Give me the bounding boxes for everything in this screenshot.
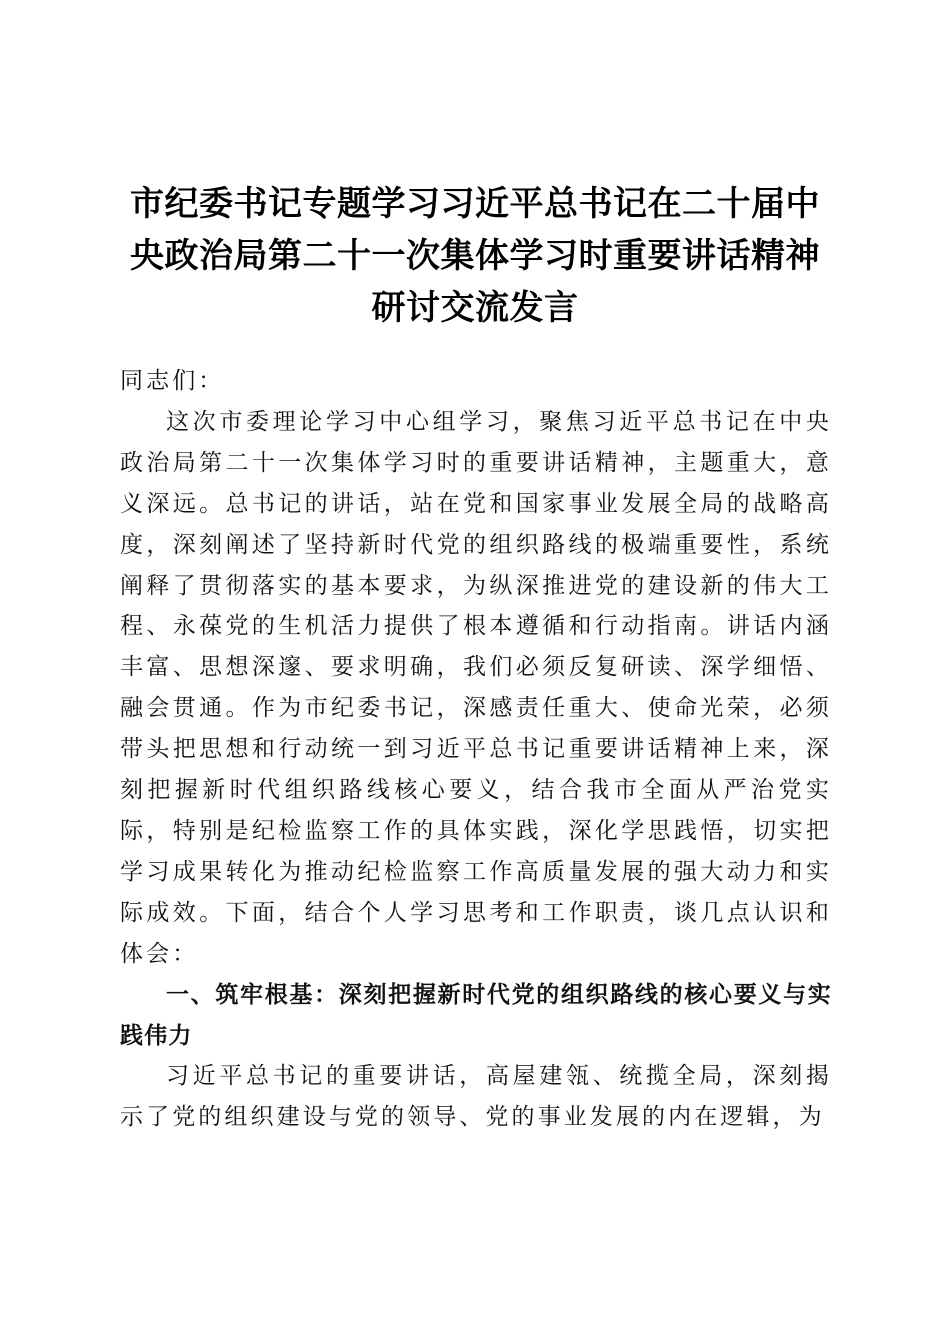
title-line-1: 市纪委书记专题学习习近平总书记在二十届中 (130, 184, 820, 224)
intro-paragraph: 这次市委理论学习中心组学习，聚焦习近平总书记在中央政治局第二十一次集体学习时的重要讲话精神，主题重大，意义深远。总书记的讲话，站在党和国家事业发展全局的战略高度，深刻阐述了坚持新时代党的组织路线的极端重要性，系统阐释了贯彻落实的基本要求，为纵深推进党的建设新的伟大工程、永葆党的生机活力提供了根本遵循和行动指南。讲话内涵丰富、思想深邃、要求明确，我们必须反复研读、深学细悟、融会贯通。作为市纪委书记，深感责任重大、使命光荣，必须带头把思想和行动统一到习近平总书记重要讲话精神上来，深刻把握新时代组织路线核心要义，结合我市全面从严治党实际，特别是纪检监察工作的具体实践，深化学思践悟，切实把学习成果转化为推动纪检监察工作高质量发展的强大动力和实际成效。下面，结合个人学习思考和工作职责，谈几点认识和体会： (120, 408, 832, 967)
section-heading: 一、筑牢根基：深刻把握新时代党的组织路线的核心要义与实践伟力 (120, 981, 832, 1049)
document-body (120, 361, 832, 1138)
section-paragraph: 习近平总书记的重要讲话，高屋建瓴、统揽全局，深刻揭示了党的组织建设与党的领导、党的事业发展的内在逻辑，为 (120, 1063, 832, 1131)
title-line-2: 央政治局第二十一次集体学习时重要讲话精神 (130, 236, 820, 276)
document-title (112, 178, 838, 334)
salutation: 同志们： (120, 368, 225, 394)
title-line-3: 研讨交流发言 (371, 288, 579, 328)
